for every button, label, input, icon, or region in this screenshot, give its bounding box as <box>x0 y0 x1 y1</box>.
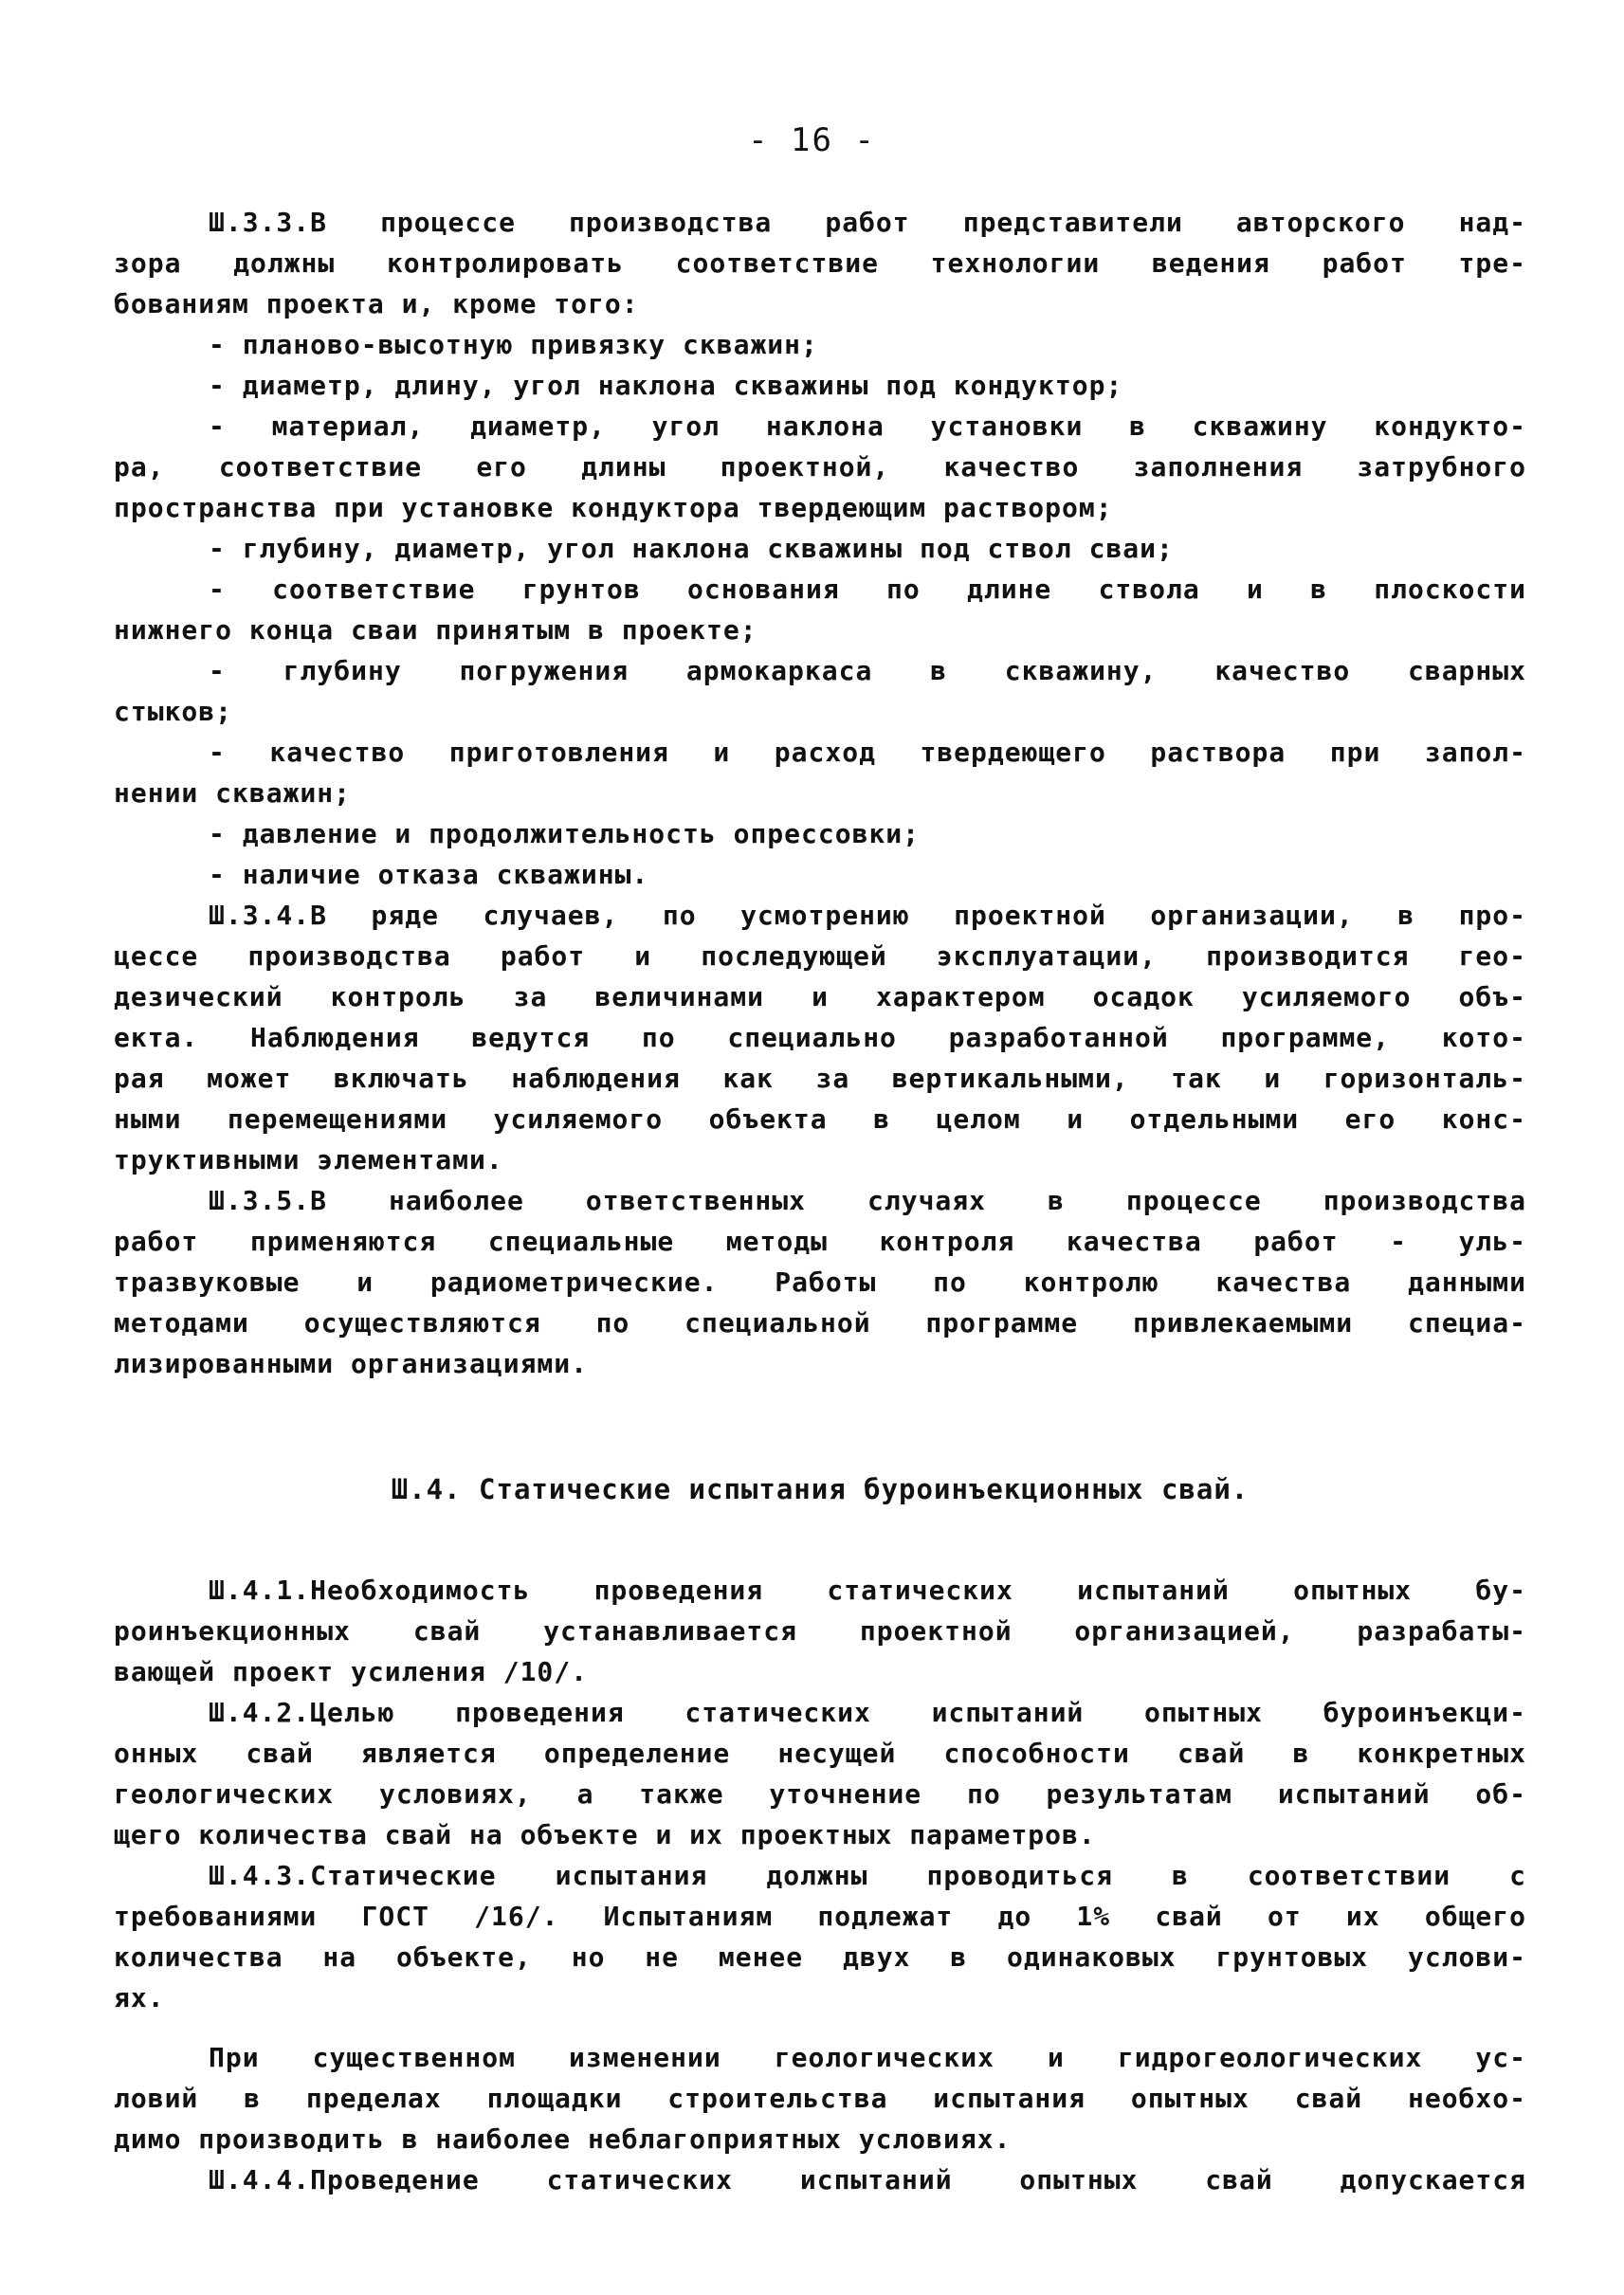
text-line: зора должны контролировать соответствие технологии ведения работ тре- <box>114 247 1526 279</box>
list-item: - соответствие грунтов основания по длине ствола и в плоскости <box>209 574 1526 605</box>
text-line: Ш.4.4.Проведение статических испытаний опытных свай допускается <box>209 2164 1526 2195</box>
paragraph-3-5 <box>114 1180 1526 1384</box>
paragraph-3-3 <box>114 202 1526 895</box>
text-line: геологических условиях, а также уточнение по результатам испытаний об- <box>114 1778 1526 1810</box>
text-line: рая может включать наблюдения как за вертикальными, так и горизонталь- <box>114 1063 1526 1094</box>
list-item: - давление и продолжительность опрессовки; <box>209 818 921 849</box>
text-line: Ш.3.4.В ряде случаев, по усмотрению проектной организации, в про- <box>209 900 1526 931</box>
text-line: Ш.3.3.В процессе производства работ представители авторского над- <box>209 207 1526 238</box>
list-item: - материал, диаметр, угол наклона установки в скважину кондукто- <box>209 410 1526 442</box>
section-heading: Ш.4. Статические испытания буроинъекционных свай. <box>391 1473 1250 1505</box>
text-line: димо производить в наиболее неблагоприятных условиях. <box>114 2123 1012 2155</box>
paragraph-3-4 <box>114 895 1526 1180</box>
text-line: ными перемещениями усиляемого объекта в целом и отдельными его конс- <box>114 1103 1526 1135</box>
paragraph-4-3-extra <box>114 2037 1526 2159</box>
list-item: - глубину, диаметр, угол наклона скважины под ствол сваи; <box>209 533 1174 564</box>
text-line: стыков; <box>114 696 233 727</box>
text-line: цессе производства работ и последующей эксплуатации, производится гео- <box>114 940 1526 972</box>
text-line: ловий в пределах площадки строительства испытания опытных свай необхо- <box>114 2083 1526 2114</box>
text-line: нижнего конца сваи принятым в проекте; <box>114 614 757 646</box>
paragraph-4-4 <box>114 2159 1526 2200</box>
list-item: - диаметр, длину, угол наклона скважины под кондуктор; <box>209 370 1123 401</box>
text-line: Ш.4.1.Необходимость проведения статических испытаний опытных бу- <box>209 1575 1526 1606</box>
text-line: требованиями ГОСТ /16/. Испытаниям подлежат до 1% свай от их общего <box>114 1901 1526 1932</box>
paragraph-4-2 <box>114 1692 1526 1855</box>
text-line: лизированными организациями. <box>114 1348 589 1379</box>
text-line: количества на объекте, но не менее двух в одинаковых грунтовых услови- <box>114 1941 1526 1973</box>
spacer <box>114 1511 1526 1570</box>
text-line: ях. <box>114 1982 165 2013</box>
text-line: екта. Наблюдения ведутся по специально разработанной программе, кото- <box>114 1022 1526 1053</box>
paragraph-4-1 <box>114 1570 1526 1692</box>
text-line: Ш.4.2.Целью проведения статических испытаний опытных буроинъекци- <box>209 1697 1526 1728</box>
text-line: методами осуществляются по специальной программе привлекаемыми специа- <box>114 1307 1526 1339</box>
text-line: ра, соответствие его длины проектной, качество заполнения затрубного <box>114 451 1526 483</box>
text-line: дезический контроль за величинами и характером осадок усиляемого объ- <box>114 981 1526 1012</box>
text-line: При существенном изменении геологических и гидрогеологических ус- <box>209 2042 1526 2073</box>
spacer <box>114 1384 1526 1467</box>
text-line: Ш.3.5.В наиболее ответственных случаях в процессе производства <box>209 1185 1526 1216</box>
text-line: вающей проект усиления /10/. <box>114 1656 589 1687</box>
text-line: щего количества свай на объекте и их проектных параметров. <box>114 1819 1096 1850</box>
spacer <box>114 2018 1526 2037</box>
text-line: Ш.4.3.Статические испытания должны проводиться в соответствии с <box>209 1860 1526 1891</box>
text-line: роинъекционных свай устанавливается проектной организацией, разрабаты- <box>114 1615 1526 1647</box>
text-line: нении скважин; <box>114 777 352 809</box>
list-item: - наличие отказа скважины. <box>209 859 649 890</box>
text-line: труктивными элементами. <box>114 1144 503 1175</box>
text-line: пространства при установке кондуктора твердеющим раствором; <box>114 492 1113 523</box>
text-line: работ применяются специальные методы контроля качества работ - уль- <box>114 1226 1526 1257</box>
list-item: - глубину погружения армокаркаса в скважину, качество сварных <box>209 655 1526 686</box>
page-number: - 16 - <box>748 121 876 159</box>
text-line: тразвуковые и радиометрические. Работы по контролю качества данными <box>114 1266 1526 1298</box>
body-text <box>114 202 1526 2200</box>
list-item: - качество приготовления и расход твердеющего раствора при запол- <box>209 737 1526 768</box>
paragraph-4-3 <box>114 1855 1526 2018</box>
list-item: - планово-высотную привязку скважин; <box>209 329 818 360</box>
text-line: бованиям проекта и, кроме того: <box>114 288 639 319</box>
text-line: онных свай является определение несущей способности свай в конкретных <box>114 1738 1526 1769</box>
